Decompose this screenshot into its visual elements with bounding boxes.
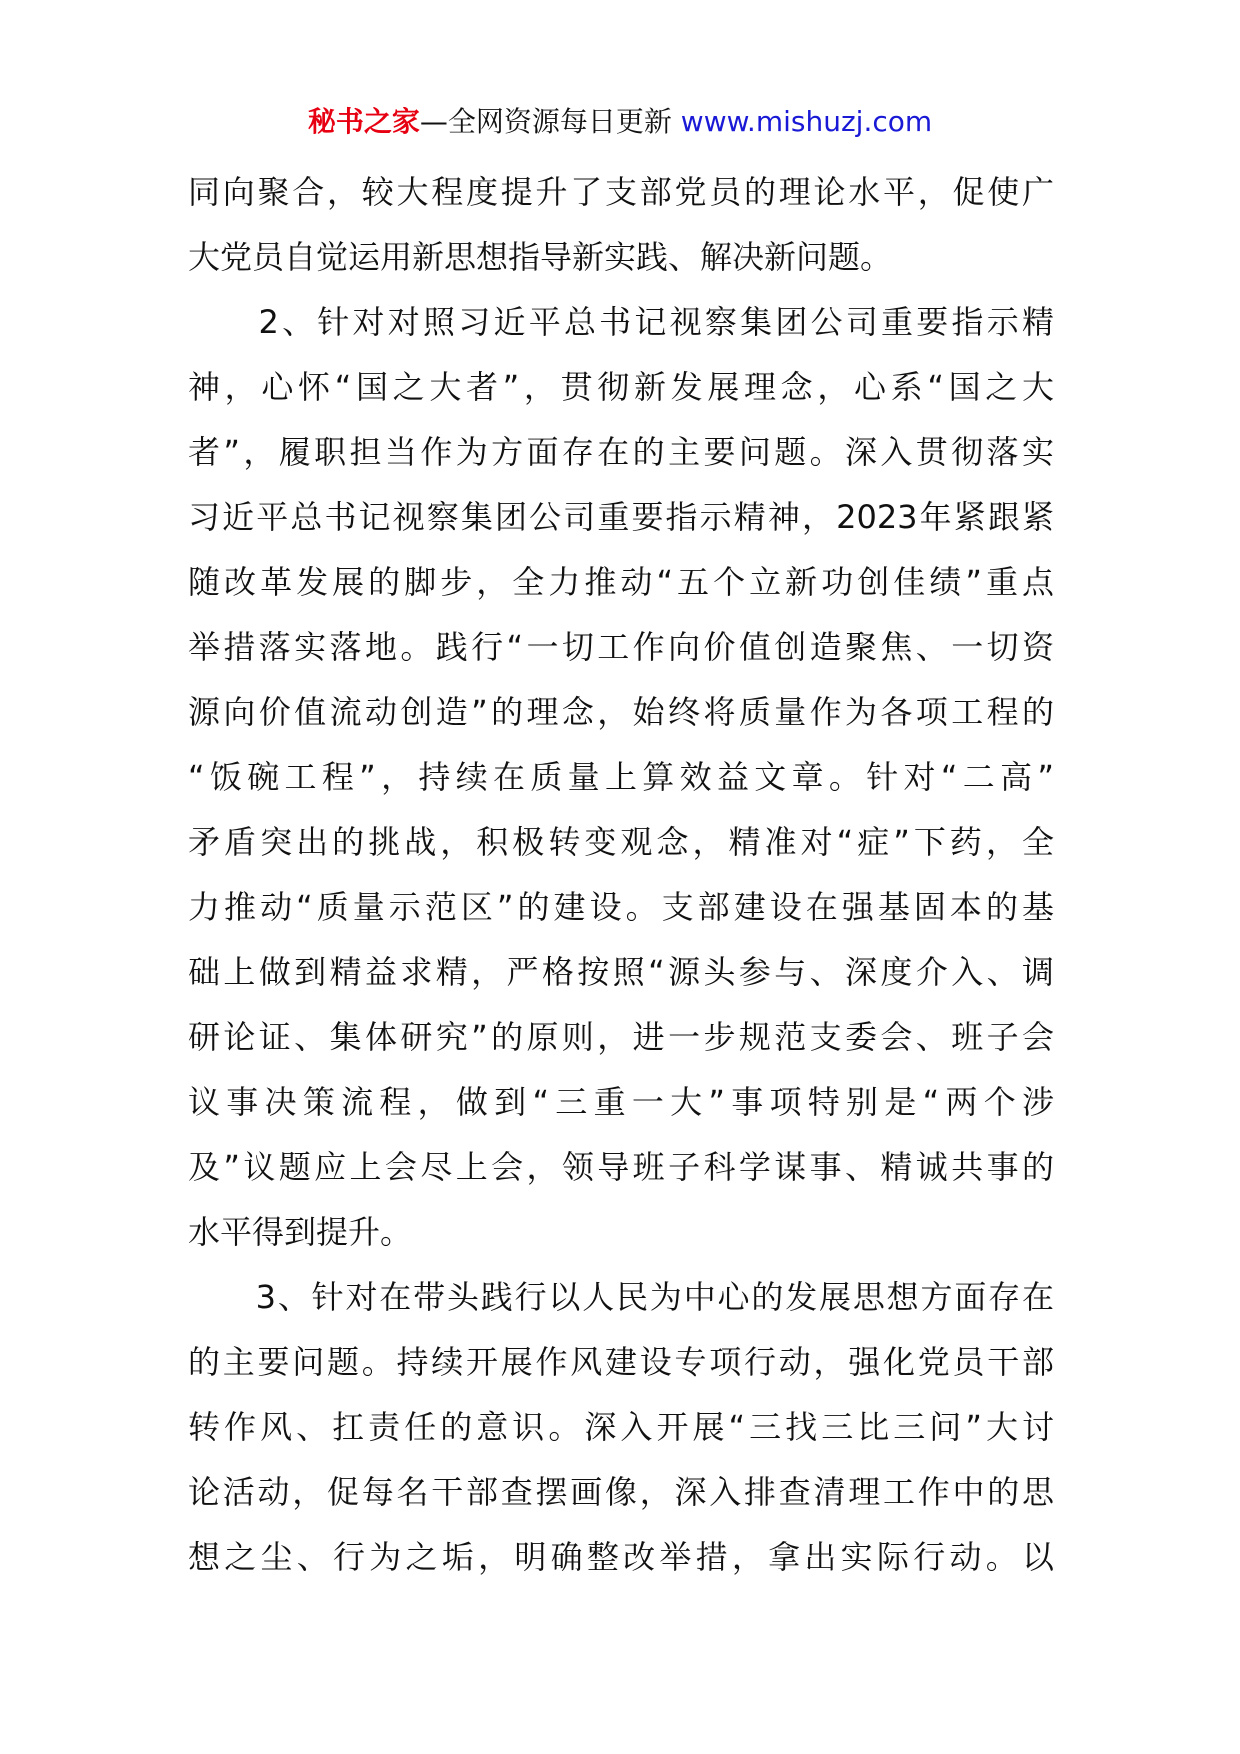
text-line: 同向聚合，较大程度提升了支部党员的理论水平，促使广 (188, 173, 1054, 211)
text-line: 3、针对在带头践行以人民为中心的发展思想方面存在 (188, 1278, 1054, 1316)
text-line: “饭碗工程”，持续在质量上算效益文章。针对“二高” (188, 758, 1054, 796)
text-line: 举措落实落地。践行“一切工作向价值创造聚焦、一切资 (188, 628, 1054, 666)
site-brand: 秘书之家 (307, 105, 420, 138)
text-line: 及”议题应上会尽上会，领导班子科学谋事、精诚共事的 (188, 1148, 1054, 1186)
text-line: 础上做到精益求精，严格按照“源头参与、深度介入、调 (188, 953, 1054, 991)
text-line: 力推动“质量示范区”的建设。支部建设在强基固本的基 (188, 888, 1054, 926)
text-line: 想之尘、行为之垢，明确整改举措，拿出实际行动。以 (188, 1538, 1054, 1576)
text-line: 论活动，促每名干部查摆画像，深入排查清理工作中的思 (188, 1473, 1054, 1511)
site-url-link[interactable]: www.mishuzj.com (680, 105, 933, 138)
document-body (188, 160, 1054, 1590)
text-line: 2、针对对照习近平总书记视察集团公司重要指示精 (188, 303, 1054, 341)
text-line: 源向价值流动创造”的理念，始终将质量作为各项工程的 (188, 693, 1054, 731)
text-line: 研论证、集体研究”的原则，进一步规范支委会、班子会 (188, 1018, 1054, 1056)
text-line: 习近平总书记视察集团公司重要指示精神，2023年紧跟紧 (188, 498, 1054, 536)
site-tagline: —全网资源每日更新 (419, 105, 672, 138)
text-line: 水平得到提升。 (188, 1213, 413, 1251)
site-header (0, 102, 1240, 142)
text-line: 矛盾突出的挑战，积极转变观念，精准对“症”下药，全 (188, 823, 1054, 861)
text-line: 的主要问题。持续开展作风建设专项行动，强化党员干部 (188, 1343, 1054, 1381)
text-line: 议事决策流程，做到“三重一大”事项特别是“两个涉 (188, 1083, 1054, 1121)
text-line: 神，心怀“国之大者”，贯彻新发展理念，心系“国之大 (188, 368, 1054, 406)
text-line: 随改革发展的脚步，全力推动“五个立新功创佳绩”重点 (188, 563, 1054, 601)
text-line: 大党员自觉运用新思想指导新实践、解决新问题。 (188, 238, 893, 276)
text-line: 转作风、扛责任的意识。深入开展“三找三比三问”大讨 (188, 1408, 1054, 1446)
text-line: 者”，履职担当作为方面存在的主要问题。深入贯彻落实 (188, 433, 1054, 471)
